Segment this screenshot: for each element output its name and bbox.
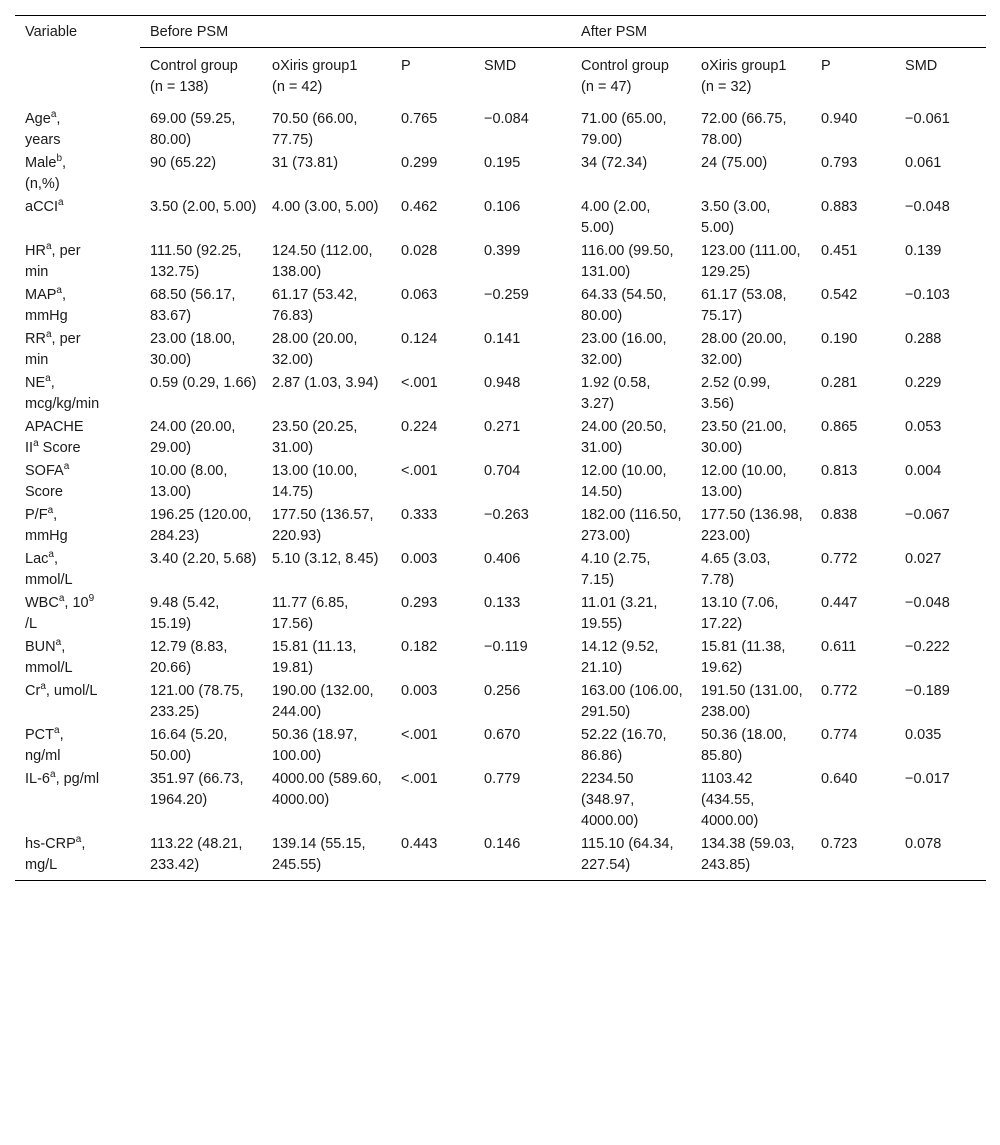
data-cell: 5.10 (3.12, 8.45)	[272, 551, 379, 567]
footnote-marker: a	[45, 241, 52, 253]
variable-text: Score	[25, 484, 63, 500]
column-header-line: Control group	[150, 58, 238, 74]
variable-text: mmol/L	[25, 572, 73, 588]
data-cell: 31 (73.81)	[272, 155, 339, 171]
data-cell: −0.048	[905, 199, 950, 215]
footnote-marker: a	[45, 373, 51, 385]
data-cell: 4000.00 (589.60, 4000.00)	[272, 771, 382, 808]
data-cell: 61.17 (53.08, 75.17)	[701, 287, 787, 324]
table-row	[15, 833, 986, 881]
variable-text: PCT	[25, 727, 54, 743]
data-cell: −0.084	[484, 111, 529, 127]
data-cell: −0.263	[484, 507, 529, 523]
variable-text: RR	[25, 331, 46, 347]
variable-cell	[15, 104, 140, 152]
data-cell: 0.133	[484, 595, 521, 611]
variable-label-line	[25, 482, 136, 503]
footnote-marker: a	[50, 109, 57, 121]
data-cell: 191.50 (131.00, 238.00)	[701, 683, 803, 720]
data-cell: 13.00 (10.00, 14.75)	[272, 463, 358, 500]
data-cell: −0.189	[905, 683, 950, 699]
data-cell: 0.940	[821, 111, 858, 127]
data-cell: 4.00 (3.00, 5.00)	[272, 199, 379, 215]
data-cell: 50.36 (18.97, 100.00)	[272, 727, 358, 764]
data-cell: 0.224	[401, 419, 438, 435]
data-cell: 0.195	[484, 155, 521, 171]
table-row	[15, 768, 986, 833]
data-cell: 0.542	[821, 287, 858, 303]
data-cell: 24.00 (20.00, 29.00)	[150, 419, 236, 456]
variable-label-line	[25, 505, 136, 526]
data-cell: 12.79 (8.83, 20.66)	[150, 639, 228, 676]
variable-label-line	[25, 373, 136, 394]
data-cell: 0.229	[905, 375, 942, 391]
data-cell: 0.141	[484, 331, 521, 347]
data-cell: 115.10 (64.34, 227.54)	[581, 836, 674, 873]
data-cell: 0.451	[821, 243, 858, 259]
variable-text: MAP	[25, 287, 57, 303]
data-cell: 163.00 (106.00, 291.50)	[581, 683, 683, 720]
data-cell: 0.670	[484, 727, 521, 743]
variable-text: , per	[51, 243, 81, 259]
column-header	[391, 48, 474, 105]
variable-text: P/F	[25, 507, 48, 523]
footnote-marker: a	[33, 438, 39, 450]
data-cell: 2.87 (1.03, 3.94)	[272, 375, 379, 391]
data-cell: 14.12 (9.52, 21.10)	[581, 639, 659, 676]
variable-label-line	[25, 834, 136, 855]
data-cell: 121.00 (78.75, 233.25)	[150, 683, 244, 720]
variable-text: SOFA	[25, 463, 64, 479]
variable-cell	[15, 284, 140, 328]
data-cell: 0.182	[401, 639, 438, 655]
variable-text: min	[25, 264, 49, 280]
data-cell: 0.256	[484, 683, 521, 699]
variable-text: , 10	[64, 595, 89, 611]
footnote-marker: a	[56, 285, 62, 297]
variable-text: , umol/L	[45, 683, 98, 699]
data-cell: 69.00 (59.25, 80.00)	[150, 111, 236, 148]
data-cell: 0.723	[821, 836, 858, 852]
data-cell: 0.793	[821, 155, 858, 171]
variable-label-line	[25, 306, 136, 327]
column-header-line: Control group	[581, 58, 669, 74]
variable-cell	[15, 328, 140, 372]
variable-text: min	[25, 352, 49, 368]
data-cell: 72.00 (66.75, 78.00)	[701, 111, 787, 148]
variable-text: APACHE	[25, 419, 84, 435]
footnote-marker: a	[54, 725, 60, 737]
table-row	[15, 724, 986, 768]
column-header-line: P	[821, 58, 831, 74]
data-cell: 0.078	[905, 836, 942, 852]
data-cell: 123.00 (111.00, 129.25)	[701, 243, 801, 280]
variable-cell	[15, 548, 140, 592]
data-cell: 52.22 (16.70, 86.86)	[581, 727, 667, 764]
column-header-line: oXiris group1	[701, 58, 787, 74]
data-cell: 1.92 (0.58, 3.27)	[581, 375, 651, 412]
data-cell: 2.52 (0.99, 3.56)	[701, 375, 771, 412]
footnote-marker: a	[48, 549, 54, 561]
variable-label-line	[25, 130, 136, 151]
data-cell: 3.50 (3.00, 5.00)	[701, 199, 771, 236]
variable-text: /L	[25, 616, 38, 632]
column-header	[691, 48, 811, 105]
variable-text: WBC	[25, 595, 59, 611]
variable-label-line	[25, 855, 136, 876]
data-cell: 0.774	[821, 727, 858, 743]
variable-text: aCCI	[25, 199, 59, 215]
data-cell: 70.50 (66.00, 77.75)	[272, 111, 358, 148]
variable-label-line	[25, 725, 136, 746]
variable-label-line	[25, 241, 136, 262]
data-cell: 0.106	[484, 199, 521, 215]
variable-text: BUN	[25, 639, 56, 655]
data-cell: −0.017	[905, 771, 950, 787]
data-cell: 0.704	[484, 463, 521, 479]
footnote-marker: a	[45, 329, 52, 341]
footnote-marker: a	[75, 834, 82, 846]
data-cell: 0.061	[905, 155, 942, 171]
data-cell: 28.00 (20.00, 32.00)	[272, 331, 358, 368]
footnote-marker: a	[58, 197, 64, 209]
table-row	[15, 504, 986, 548]
data-cell: 0.003	[401, 551, 438, 567]
data-cell: 0.772	[821, 551, 858, 567]
data-cell: 0.053	[905, 419, 942, 435]
column-header-line: P	[401, 58, 411, 74]
variable-label-line	[25, 614, 136, 635]
table-row	[15, 636, 986, 680]
data-cell: 23.00 (16.00, 32.00)	[581, 331, 667, 368]
variable-label-line	[25, 570, 136, 591]
table-row	[15, 152, 986, 196]
data-cell: 116.00 (99.50, 131.00)	[581, 243, 674, 280]
data-cell: 0.447	[821, 595, 858, 611]
data-cell: 24.00 (20.50, 31.00)	[581, 419, 667, 456]
data-cell: 61.17 (53.42, 76.83)	[272, 287, 358, 324]
data-cell: 0.640	[821, 771, 858, 787]
data-cell: 23.50 (20.25, 31.00)	[272, 419, 358, 456]
variable-label-line	[25, 350, 136, 371]
data-cell: 90 (65.22)	[150, 155, 217, 171]
data-cell: 0.063	[401, 287, 438, 303]
variable-text: ,	[81, 836, 86, 852]
variable-text: IL-6	[25, 771, 50, 787]
data-cell: 111.50 (92.25, 132.75)	[150, 243, 242, 280]
data-cell: <.001	[401, 727, 438, 743]
data-cell: 0.139	[905, 243, 942, 259]
table-row	[15, 592, 986, 636]
data-cell: 0.003	[401, 683, 438, 699]
data-cell: 34 (72.34)	[581, 155, 648, 171]
variable-label-line	[25, 394, 136, 415]
variable-label-line	[25, 262, 136, 283]
data-cell: 177.50 (136.98, 223.00)	[701, 507, 803, 544]
column-header-line: (n = 42)	[272, 79, 323, 95]
data-cell: 11.01 (3.21, 19.55)	[581, 595, 658, 632]
data-cell: 23.50 (21.00, 30.00)	[701, 419, 787, 456]
data-cell: 0.288	[905, 331, 942, 347]
data-cell: 196.25 (120.00, 284.23)	[150, 507, 252, 544]
footnote-marker: a	[55, 637, 62, 649]
data-cell: 351.97 (66.73, 1964.20)	[150, 771, 244, 808]
data-cell: 0.035	[905, 727, 942, 743]
data-cell: 0.027	[905, 551, 942, 567]
data-cell: 0.772	[821, 683, 858, 699]
data-cell: 0.462	[401, 199, 438, 215]
variable-text: Age	[25, 111, 51, 127]
variable-label-line	[25, 593, 136, 614]
variable-text: ,	[61, 639, 66, 655]
variable-cell	[15, 592, 140, 636]
variable-label-line	[25, 153, 136, 174]
table-row	[15, 460, 986, 504]
variable-text: Score	[38, 440, 81, 456]
data-cell: 0.333	[401, 507, 438, 523]
variable-text: HR	[25, 243, 46, 259]
data-cell: 68.50 (56.17, 83.67)	[150, 287, 236, 324]
variable-cell	[15, 416, 140, 460]
column-header-line: (n = 32)	[701, 79, 752, 95]
data-cell: 177.50 (136.57, 220.93)	[272, 507, 374, 544]
variable-cell	[15, 152, 140, 196]
data-cell: 64.33 (54.50, 80.00)	[581, 287, 667, 324]
table-row	[15, 372, 986, 416]
variable-text: NE	[25, 375, 46, 391]
variable-cell	[15, 724, 140, 768]
data-cell: −0.222	[905, 639, 950, 655]
data-cell: 0.59 (0.29, 1.66)	[150, 375, 257, 391]
variable-text: hs-CRP	[25, 836, 76, 852]
variable-label-line	[25, 769, 136, 790]
data-cell: −0.259	[484, 287, 529, 303]
column-header	[474, 48, 571, 105]
column-header	[571, 48, 691, 105]
variable-label-line	[25, 549, 136, 570]
footnote-marker: b	[56, 153, 62, 165]
data-cell: 24 (75.00)	[701, 155, 768, 171]
variable-text: II	[25, 440, 34, 456]
data-cell: 0.281	[821, 375, 858, 391]
data-cell: 139.14 (55.15, 245.55)	[272, 836, 366, 873]
variable-label-line	[25, 174, 136, 195]
variable-cell	[15, 240, 140, 284]
data-cell: 0.399	[484, 243, 521, 259]
data-cell: 2234.50 (348.97, 4000.00)	[581, 771, 639, 829]
variable-label-line	[25, 637, 136, 658]
data-cell: 23.00 (18.00, 30.00)	[150, 331, 236, 368]
data-cell: 0.190	[821, 331, 858, 347]
data-cell: 0.406	[484, 551, 521, 567]
data-cell: 50.36 (18.00, 85.80)	[701, 727, 787, 764]
variable-text: , pg/ml	[55, 771, 100, 787]
data-cell: 0.838	[821, 507, 858, 523]
variable-text: Cr	[25, 683, 41, 699]
data-cell: 71.00 (65.00, 79.00)	[581, 111, 667, 148]
table-row	[15, 240, 986, 284]
table-row	[15, 680, 986, 724]
data-cell: 134.38 (59.03, 243.85)	[701, 836, 795, 873]
data-cell: 0.779	[484, 771, 521, 787]
table-row	[15, 328, 986, 372]
variable-label-line	[25, 681, 136, 702]
data-cell: 11.77 (6.85, 17.56)	[272, 595, 349, 632]
variable-cell	[15, 636, 140, 680]
data-cell: 0.865	[821, 419, 858, 435]
variable-text: ,	[50, 375, 55, 391]
variable-text: ng/ml	[25, 748, 61, 764]
data-cell: 28.00 (20.00, 32.00)	[701, 331, 787, 368]
variable-text: mmol/L	[25, 660, 73, 676]
column-header	[140, 48, 262, 105]
variable-text: ,	[62, 155, 67, 171]
data-cell: −0.119	[484, 639, 528, 655]
table-row	[15, 104, 986, 152]
data-cell: 3.40 (2.20, 5.68)	[150, 551, 257, 567]
variable-cell	[15, 460, 140, 504]
column-header-line: (n = 47)	[581, 79, 632, 95]
variable-cell	[15, 833, 140, 881]
variable-label-line	[25, 329, 136, 350]
variable-text: ,	[56, 111, 61, 127]
data-cell: 0.293	[401, 595, 438, 611]
data-cell: 3.50 (2.00, 5.00)	[150, 199, 257, 215]
variable-text: ,	[59, 727, 64, 743]
footnote-marker: a	[58, 593, 65, 605]
variable-label-line	[25, 285, 136, 306]
data-cell: 0.299	[401, 155, 438, 171]
variable-label-line	[25, 417, 136, 438]
data-cell: 0.443	[401, 836, 438, 852]
data-cell: −0.103	[905, 287, 950, 303]
data-cell: 13.10 (7.06, 17.22)	[701, 595, 779, 632]
column-header	[895, 48, 986, 105]
column-header	[262, 48, 391, 105]
variable-text: mmHg	[25, 308, 68, 324]
variable-text: Lac	[25, 551, 49, 567]
table-row	[15, 196, 986, 240]
variable-cell	[15, 680, 140, 724]
data-cell: −0.048	[905, 595, 950, 611]
data-cell: 1103.42 (434.55, 4000.00)	[701, 771, 759, 829]
data-cell: −0.061	[905, 111, 950, 127]
column-header-line: SMD	[905, 58, 938, 74]
variable-text: Male	[25, 155, 57, 171]
data-cell: 0.765	[401, 111, 438, 127]
variable-label-line	[25, 746, 136, 767]
data-cell: −0.067	[905, 507, 950, 523]
variable-label-line	[25, 197, 136, 218]
variable-text: mmHg	[25, 528, 68, 544]
variable-text: ,	[53, 507, 58, 523]
data-cell: 4.65 (3.03, 7.78)	[701, 551, 771, 588]
column-header-line: SMD	[484, 58, 517, 74]
data-cell: 16.64 (5.20, 50.00)	[150, 727, 228, 764]
data-cell: 0.004	[905, 463, 942, 479]
table-row	[15, 284, 986, 328]
data-cell: <.001	[401, 771, 438, 787]
variable-text: years	[25, 132, 61, 148]
data-cell: 0.028	[401, 243, 438, 259]
data-cell: 15.81 (11.38, 19.62)	[701, 639, 786, 676]
data-cell: 12.00 (10.00, 14.50)	[581, 463, 667, 500]
data-cell: 0.883	[821, 199, 858, 215]
variable-text: mcg/kg/min	[25, 396, 100, 412]
after-psm-header: After PSM	[571, 16, 986, 48]
data-cell: 4.10 (2.75, 7.15)	[581, 551, 651, 588]
table-row	[15, 548, 986, 592]
data-cell: 0.611	[821, 639, 857, 655]
footnote-marker: a	[47, 505, 54, 517]
variable-label-line	[25, 438, 136, 459]
data-cell: 10.00 (8.00, 13.00)	[150, 463, 228, 500]
variable-cell	[15, 196, 140, 240]
data-cell: 0.813	[821, 463, 858, 479]
data-cell: 15.81 (11.13, 19.81)	[272, 639, 357, 676]
before-psm-header: Before PSM	[140, 16, 571, 48]
data-cell: 0.124	[401, 331, 438, 347]
variable-label-line	[25, 109, 136, 130]
data-cell: 0.271	[484, 419, 521, 435]
variable-text: ,	[53, 551, 58, 567]
variable-text: ,	[61, 287, 67, 303]
data-cell: 182.00 (116.50, 273.00)	[581, 507, 682, 544]
psm-baseline-table	[15, 15, 986, 881]
data-cell: 190.00 (132.00, 244.00)	[272, 683, 374, 720]
data-cell: 113.22 (48.21, 233.42)	[150, 836, 243, 873]
variable-cell	[15, 372, 140, 416]
footnote-marker: 9	[88, 593, 95, 605]
variable-label-line	[25, 526, 136, 547]
variable-label-line	[25, 461, 136, 482]
variable-header: Variable	[15, 16, 140, 105]
variable-cell	[15, 504, 140, 548]
data-cell: 4.00 (2.00, 5.00)	[581, 199, 651, 236]
data-cell: <.001	[401, 375, 438, 391]
variable-cell	[15, 768, 140, 833]
footnote-marker: a	[63, 461, 70, 473]
footnote-marker: a	[40, 681, 46, 693]
data-cell: 0.146	[484, 836, 521, 852]
table-row	[15, 416, 986, 460]
footnote-marker: a	[50, 769, 56, 781]
variable-text: , per	[51, 331, 81, 347]
column-header-line: oXiris group1	[272, 58, 358, 74]
variable-text: mg/L	[25, 857, 58, 873]
data-cell: 9.48 (5.42, 15.19)	[150, 595, 220, 632]
column-header-line: (n = 138)	[150, 79, 209, 95]
data-cell: 12.00 (10.00, 13.00)	[701, 463, 787, 500]
data-cell: 124.50 (112.00, 138.00)	[272, 243, 373, 280]
data-cell: <.001	[401, 463, 438, 479]
variable-text: (n,%)	[25, 176, 60, 192]
data-cell: 0.948	[484, 375, 521, 391]
column-header	[811, 48, 895, 105]
variable-label-line	[25, 658, 136, 679]
